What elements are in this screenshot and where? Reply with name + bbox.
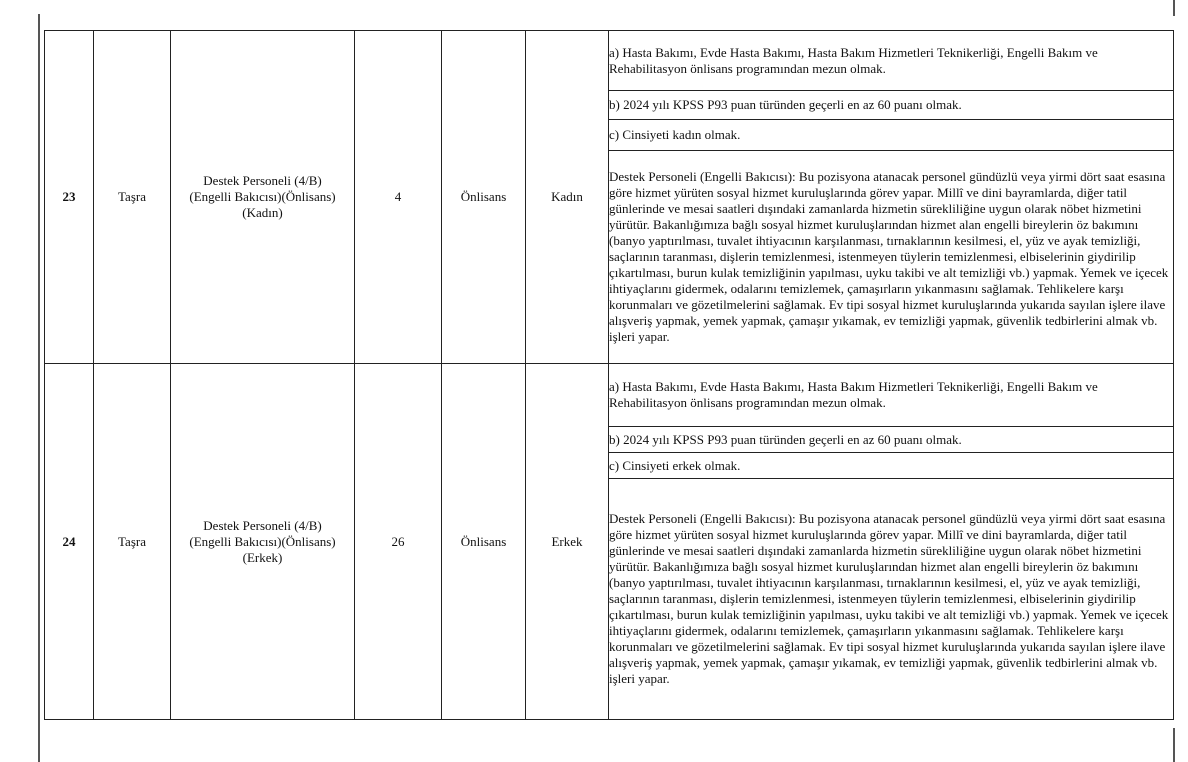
position-count: 4 xyxy=(355,31,442,364)
table-row xyxy=(45,31,1174,91)
education-level: Önlisans xyxy=(442,31,526,364)
position-title: Destek Personeli (4/B)(Engelli Bakıcısı)(Önlisans)(Erkek) xyxy=(171,364,355,720)
page-right-border-bottom xyxy=(1173,728,1175,762)
page-left-border xyxy=(38,14,40,762)
requirement-a: a) Hasta Bakımı, Evde Hasta Bakımı, Hasta Bakım Hizmetleri Teknikerliği, Engelli Bakım ve Rehabilitasyon önlisans programından mezun olmak. xyxy=(609,31,1174,91)
page-right-border-top xyxy=(1173,0,1175,16)
position-number: 24 xyxy=(45,364,94,720)
table-row xyxy=(45,364,1174,427)
requirement-c: c) Cinsiyeti erkek olmak. xyxy=(609,453,1174,479)
position-description: Destek Personeli (Engelli Bakıcısı): Bu pozisyona atanacak personel gündüzlü veya yirmi dört saat esasına göre hizmet yürüten sosyal hizmet kuruluşlarında görev yapar. Millî ve dini bayramlarda, diğer tatil günlerinde ve mesai saatleri dışındaki zamanlarda hizmetin sürekliliğine uygun olarak nöbet hizmetini yürütür. Bakanlığımıza bağlı sosyal hizmet kuruluşlarından hizmet alan engelli bireylerin öz bakımını (banyo yaptırılması, tuvalet ihtiyacının karşılanması, tırnaklarının kesilmesi, el, yüz ve ayak temizliği, saçlarının taranması, dişlerin temizlenmesi, istenmeyen tüylerin temizlenmesi, elbiselerinin giydirilip çıkartılması, burun kulak temizliğinin yapılması, uyku takibi ve alt temizliği vb.) yapmak. Yemek ve içecek ihtiyaçlarını gidermek, odalarını temizlemek, çamaşırların yıkanmasını sağlamak. Tehlikelere karşı korunmaları ve gözetilmelerini sağlamak. Ev tipi sosyal hizmet kuruluşlarında yukarıda sayılan işlere ilave alışveriş yapmak, yemek yapmak, çamaşır yıkamak, ev temizliği yapmak, güvenlik tedbirlerini almak vb. işleri yapar. xyxy=(609,479,1174,720)
position-title: Destek Personeli (4/B)(Engelli Bakıcısı)(Önlisans)(Kadın) xyxy=(171,31,355,364)
position-description: Destek Personeli (Engelli Bakıcısı): Bu pozisyona atanacak personel gündüzlü veya yirmi dört saat esasına göre hizmet yürüten sosyal hizmet kuruluşlarında görev yapar. Millî ve dini bayramlarda, diğer tatil günlerinde ve mesai saatleri dışındaki zamanlarda hizmetin sürekliliğine uygun olarak nöbet hizmetini yürütür. Bakanlığımıza bağlı sosyal hizmet kuruluşlarından hizmet alan engelli bireylerin öz bakımını (banyo yaptırılması, tuvalet ihtiyacının karşılanması, tırnaklarının kesilmesi, el, yüz ve ayak temizliği, saçlarının taranması, dişlerin temizlenmesi, istenmeyen tüylerin temizlenmesi, elbiselerinin giydirilip çıkartılması, burun kulak temizliğinin yapılması, uyku takibi ve alt temizliği vb.) yapmak. Yemek ve içecek ihtiyaçlarını gidermek, odalarını temizlemek, çamaşırların yıkanmasını sağlamak. Tehlikelere karşı korunmaları ve gözetilmelerini sağlamak. Ev tipi sosyal hizmet kuruluşlarında yukarıda sayılan işlere ilave alışveriş yapmak, yemek yapmak, çamaşır yıkamak, ev temizliği yapmak, güvenlik tedbirlerini almak vb. işleri yapar. xyxy=(609,151,1174,364)
requirement-b: b) 2024 yılı KPSS P93 puan türünden geçerli en az 60 puanı olmak. xyxy=(609,427,1174,453)
location-cell: Taşra xyxy=(94,31,171,364)
gender-cell: Erkek xyxy=(526,364,609,720)
education-level: Önlisans xyxy=(442,364,526,720)
requirement-c: c) Cinsiyeti kadın olmak. xyxy=(609,120,1174,151)
positions-table xyxy=(44,30,1174,720)
position-number: 23 xyxy=(45,31,94,364)
location-cell: Taşra xyxy=(94,364,171,720)
requirement-b: b) 2024 yılı KPSS P93 puan türünden geçerli en az 60 puanı olmak. xyxy=(609,91,1174,120)
requirement-a: a) Hasta Bakımı, Evde Hasta Bakımı, Hasta Bakım Hizmetleri Teknikerliği, Engelli Bakım ve Rehabilitasyon önlisans programından mezun olmak. xyxy=(609,364,1174,427)
gender-cell: Kadın xyxy=(526,31,609,364)
position-count: 26 xyxy=(355,364,442,720)
